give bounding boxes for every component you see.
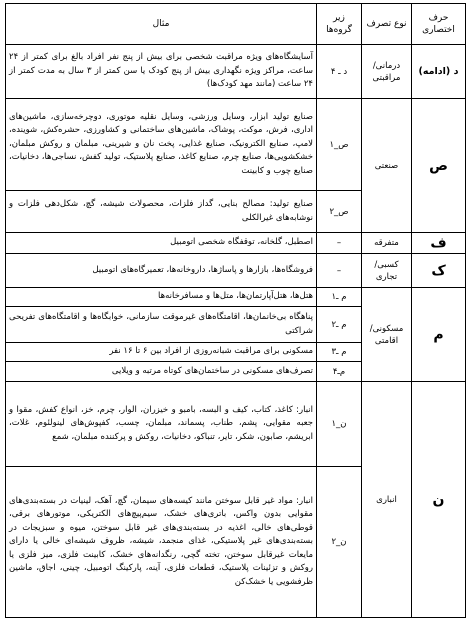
group-code-s: ص: [412, 99, 466, 233]
example-text: انبار: مواد غیر قابل سوختن مانند کیسه‌های سیمان، گچ، آهک، لینیات در بسته‌بندی‌های مقوایی بدون واکس، باتری‌های خشک، سیم‌پیچ‌های الکتریکی، موتورهای برقی، قوطی‌های خالی، اغذیه در بسته‌بندی‌های غیر قابل سوختن، میوه و سبزیجات در بسته‌بندی‌های غیر پلاستیکی، غذای منجمد، شیشه، ظروف شیشه‌ای خالی یا دارای مایعات غیرقابل سوختن، تخته گچی، رنگدانه‌های خشک، کابینت فلزی، میز فلزی یا روکش و تزئینات پلاستیک، قطعات فلزی، آینه، پارکینگ اتومبیل، چینی، اجاق، ماشین ظرفشویی یا خشک‌کن: [6, 467, 317, 618]
subgroup-code: ن_۱: [317, 382, 362, 467]
table-row: [6, 45, 466, 99]
table-row: [6, 233, 466, 254]
header-code: حرف اختصاری: [412, 4, 466, 45]
subgroup-code: م ـ۳: [317, 343, 362, 362]
group-type-n: انباری: [362, 382, 412, 618]
group-type-s: صنعتی: [362, 99, 412, 233]
group-code-d: د (ادامه): [412, 45, 466, 99]
subgroup-code: م‌ـ۴: [317, 362, 362, 382]
subgroup-code: ص_۲: [317, 191, 362, 233]
group-code-n: ن: [412, 382, 466, 618]
header-subgroups: زیر گروه‌ها: [317, 4, 362, 45]
subgroup-code: م ـ۲: [317, 307, 362, 343]
table-row: [6, 382, 466, 467]
example-text: انبار: کاغذ، کتاب، کیف و البسه، بامبو و خیزران، الوار، چرم، خز، انواع کفش، مقوا و جعبه مقوایی، پشم، طناب، پسماند، مبلمان، چسب، کفپوش‌های لینولئوم، غلات، ابریشم، صابون، شکر، تایر، تنباکو، دخانیات، روکش و پرکننده مبلمان، شمع: [6, 382, 317, 467]
group-code-m: م: [412, 288, 466, 382]
table-row: [6, 254, 466, 288]
example-text: فروشگاه‌ها، بازارها و پاساژها، داروخانه‌ها، تعمیرگاه‌های اتومبیل: [6, 254, 317, 288]
example-text: اصطبل، گلخانه، توقفگاه شخصی اتومبیل: [6, 233, 317, 254]
group-type-f: متفرقه: [362, 233, 412, 254]
occupancy-table: [5, 3, 466, 618]
group-type-m: مسکونی/ اقامتی: [362, 288, 412, 382]
example-text: تصرف‌های مسکونی در ساختمان‌های کوتاه مرتبه و ویلایی: [6, 362, 317, 382]
example-text: هتل‌ها، هتل‌آپارتمان‌ها، متل‌ها و مسافرخانه‌ها: [6, 288, 317, 307]
table-row: [6, 288, 466, 307]
example-text: صنایع تولید: مصالح بنایی، گداز فلزات، محصولات شیشه، گچ، شکل‌دهی فلزات و نوشابه‌های غیرالکلی: [6, 191, 317, 233]
example-text: آسایشگاه‌های ویژه مراقبت شخصی برای بیش از پنج نفر افراد بالغ برای کمتر از ۲۴ ساعت، مراکز ویژه نگهداری بیش از پنج کودک یا سن کمتر از ۳ سال به مدت کمتر از ۲۴ ساعت (مانند مهد کودک‌ها): [6, 45, 317, 99]
subgroup-code: د ـ ۴: [317, 45, 362, 99]
group-type-d: درمانی/ مراقبتی: [362, 45, 412, 99]
group-code-f: ف: [412, 233, 466, 254]
header-example: مثال: [6, 4, 317, 45]
subgroup-code: ص_۱: [317, 99, 362, 191]
table-row: [6, 99, 466, 191]
table-header-row: [6, 4, 466, 45]
header-type: نوع تصرف: [362, 4, 412, 45]
group-code-k: ک: [412, 254, 466, 288]
subgroup-code: –: [317, 254, 362, 288]
example-text: مسکونی برای مراقبت شبانه‌روزی از افراد بین ۶ تا ۱۶ نفر: [6, 343, 317, 362]
group-type-k: کسبی/ تجاری: [362, 254, 412, 288]
example-text: صنایع تولید ابزار، وسایل ورزشی، وسایل نقلیه موتوری، دوچرخه‌سازی، ماشین‌های اداری، فرش، موکت، پوشاک، ماشین‌های ساختمانی و کشاورزی، حشره‌کش، شوینده، لامپ، صنایع الکترونیک، صنایع غذایی، پخت نان و شیرینی، مبلمان و روکش مبلمان، خشکشویی‌ها، صنایع چرم، صنایع کاغذ، صنایع پلاستیک، تولید کفش، نساجی‌ها، دخانیات، صنایع چوب و کابینت: [6, 99, 317, 191]
subgroup-code: ن_۲: [317, 467, 362, 618]
subgroup-code: م ـ۱: [317, 288, 362, 307]
subgroup-code: –: [317, 233, 362, 254]
example-text: پناهگاه بی‌خانمان‌ها، اقامتگاه‌های غیرموقت سازمانی، خوابگاه‌ها و اقامتگاه‌های تفریحی شراکتی: [6, 307, 317, 343]
